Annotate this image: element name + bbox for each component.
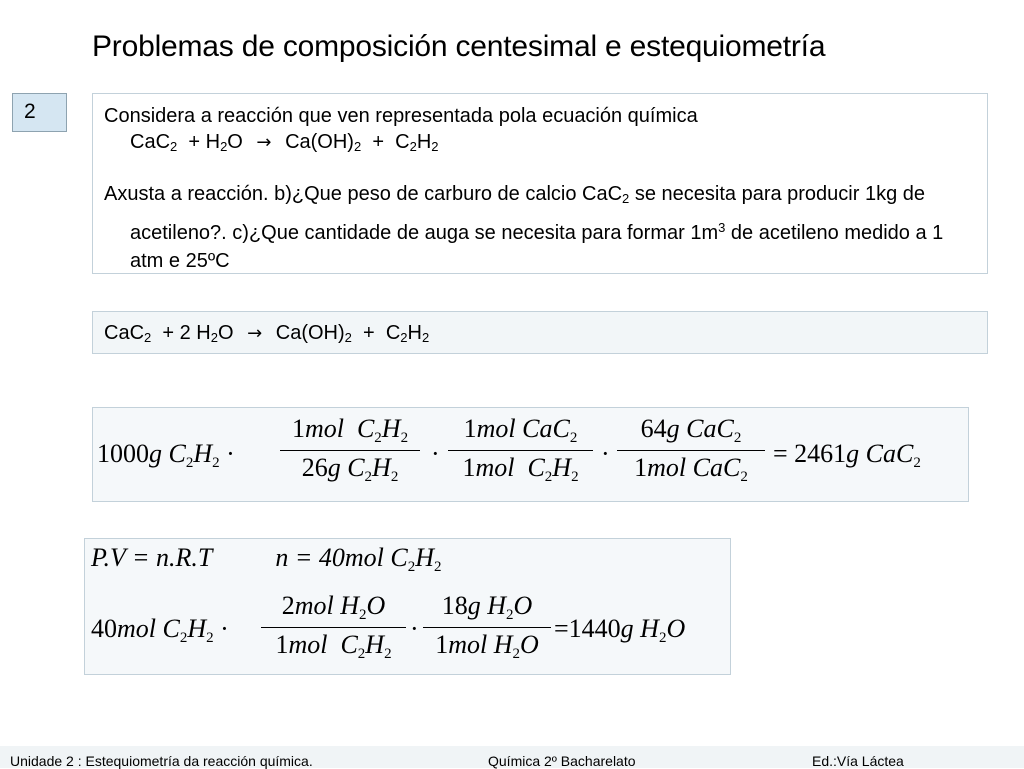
calc-c-result: =1440g $H_2O$ bbox=[554, 614, 686, 646]
calc-c-lhs-value: 40 bbox=[91, 614, 117, 643]
balanced-equation bbox=[104, 322, 429, 345]
balanced-product-1: Ca(OH) bbox=[275, 322, 345, 344]
ideal-gas-law: P.V = n.R.T bbox=[91, 543, 213, 572]
calc-c-f1-num: 2 bbox=[281, 591, 295, 620]
reaction-arrow-icon: → bbox=[256, 132, 272, 153]
problem-intro-paragraph bbox=[93, 103, 979, 160]
calc-c-result-value: 1440 bbox=[568, 614, 621, 643]
calc-b-f2-num: 1 bbox=[463, 414, 477, 443]
calculation-b-box bbox=[92, 407, 969, 502]
calc-b-dot-2: · bbox=[601, 439, 610, 468]
calc-c-fraction-1: 2mol $H_2O$ 1mol $C_2H_2$ bbox=[261, 591, 406, 663]
footer-course: Química 2º Bacharelato bbox=[488, 753, 636, 769]
product-1: Ca(OH) bbox=[285, 131, 354, 153]
reaction-equation bbox=[130, 129, 979, 160]
footer-publisher: Ed.:Vía Láctea bbox=[812, 753, 904, 769]
question-text-a: Axusta a reacción. b)¿Que peso de carburo de calcio CaC bbox=[104, 183, 623, 205]
question-superscript: 3 bbox=[718, 219, 726, 235]
problem-number-badge bbox=[12, 93, 67, 132]
balanced-product-2: C bbox=[385, 322, 401, 344]
balanced-reactant-2-tail: O bbox=[217, 322, 234, 344]
calc-c-line-1 bbox=[91, 543, 442, 576]
calc-b-f2-den: 1 bbox=[462, 453, 476, 482]
balanced-reactant-1-subscript: 2 bbox=[144, 330, 152, 345]
calculation-c-box bbox=[84, 538, 731, 675]
calc-c-f2-den: 1 bbox=[435, 630, 449, 659]
question-text-c: de acetileno medido a 1 atm e 25ºC bbox=[130, 221, 944, 272]
reactant-1-subscript: 2 bbox=[170, 139, 178, 154]
calc-b-fraction-2: 1mol CaC$_2$ 1mol $C_2H_2$ bbox=[448, 414, 593, 486]
balanced-plus-sign: + bbox=[363, 322, 375, 344]
balanced-product-2-subscript-b: 2 bbox=[421, 330, 430, 345]
product-2-subscript-b: 2 bbox=[431, 139, 439, 154]
calc-c-fraction-2: 18g $H_2O$ 1mol $H_2O$ bbox=[423, 591, 551, 663]
calc-c-dot: · bbox=[410, 614, 419, 643]
calc-b-fraction-1: 1mol $C_2H_2$ 26g $C_2H_2$ bbox=[280, 414, 420, 486]
calc-c-lhs: 40mol $C_2H_2$ · bbox=[91, 614, 229, 646]
balanced-reactant-1: CaC bbox=[104, 322, 145, 344]
calc-c-moles: n = 40mol $C_2H_2$ bbox=[275, 543, 442, 575]
calc-b-f1-num: 1 bbox=[291, 414, 305, 443]
calc-b-f3-num: 64 bbox=[640, 414, 667, 443]
calc-b-result-value: 2461 bbox=[794, 439, 847, 468]
reactant-2-tail: O bbox=[227, 131, 243, 153]
calc-b-fraction-3: 64g CaC$_2$ 1mol CaC$_2$ bbox=[617, 414, 765, 486]
calc-b-dot-1: · bbox=[431, 439, 440, 468]
problem-statement-box bbox=[92, 93, 988, 274]
calc-b-lhs: 1000g $C_2H_2$ · bbox=[97, 439, 235, 471]
slide-title: Problemas de composición centesimal e estequiometría bbox=[92, 30, 826, 63]
calc-b-f1-den: 26 bbox=[301, 453, 328, 482]
balanced-reactant-2-subscript: 2 bbox=[210, 330, 218, 345]
plus-sign: + bbox=[372, 131, 385, 153]
problem-intro-text: Considera a reacción que ven representada pola ecuación química bbox=[104, 105, 698, 127]
product-2-h: H bbox=[416, 131, 432, 153]
calc-c-f1-den: 1 bbox=[275, 630, 289, 659]
balanced-product-2-subscript-a: 2 bbox=[400, 330, 408, 345]
balanced-product-1-subscript: 2 bbox=[344, 330, 352, 345]
calc-b-f3-den: 1 bbox=[634, 453, 648, 482]
reactant-2: + H bbox=[188, 131, 221, 153]
reactant-2-subscript: 2 bbox=[220, 139, 228, 154]
reactant-1: CaC bbox=[130, 131, 171, 153]
question-text-b: se necesita para producir 1kg de acetileno?. c)¿Que cantidade de auga se necesita para formar 1m bbox=[130, 183, 926, 244]
question-subscript: 2 bbox=[622, 191, 630, 206]
balanced-product-2-h: H bbox=[407, 322, 422, 344]
balanced-reactant-2: + 2 H bbox=[162, 322, 211, 344]
product-2: C bbox=[395, 131, 410, 153]
problem-question-paragraph bbox=[93, 180, 979, 276]
slide-footer bbox=[0, 746, 1024, 768]
problem-number: 2 bbox=[24, 100, 36, 123]
calc-c-moles-value: n = 40 bbox=[275, 543, 345, 572]
balanced-equation-box bbox=[92, 311, 988, 354]
balanced-arrow-icon: → bbox=[247, 323, 263, 344]
footer-unit: Unidade 2 : Estequiometría da reacción química. bbox=[10, 753, 313, 769]
calc-b-lhs-value: 1000 bbox=[97, 439, 149, 468]
calc-b-result: = 2461g CaC$_2$ bbox=[773, 439, 921, 471]
product-1-subscript: 2 bbox=[353, 139, 362, 154]
product-2-subscript-a: 2 bbox=[409, 139, 417, 154]
calc-c-f2-num: 18 bbox=[441, 591, 468, 620]
